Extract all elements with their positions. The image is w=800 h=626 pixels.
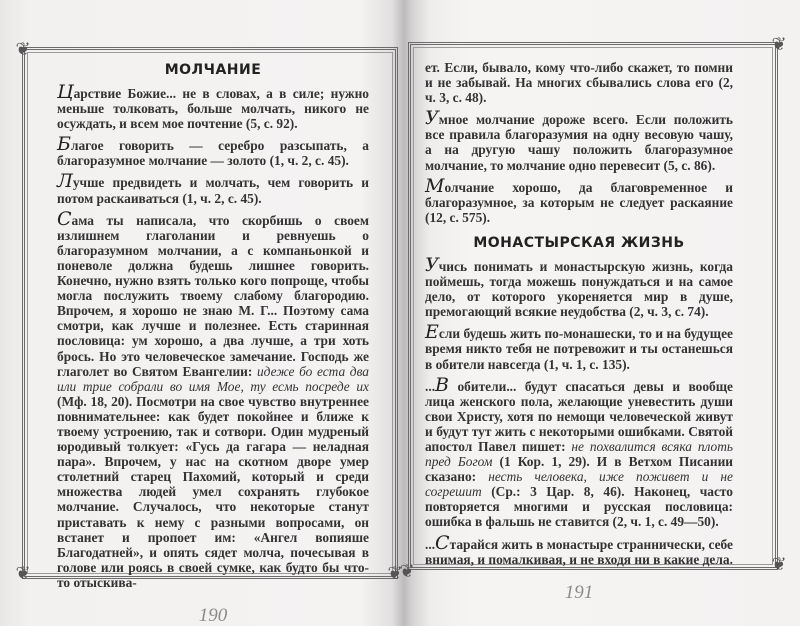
paragraph [57,170,369,206]
corner-ornament-icon: ❦ [399,561,415,581]
text-run: (Ср.: 3 Цар. 8, 46). Наконец, часто повторяется многими и русская пословица: ошибка в фальшь не ставится (2, ч. 1, с. 49—50). [425,484,733,530]
paragraph [425,174,733,225]
page-number: 191 [564,581,594,603]
text-run: ама ты написала, что скорбишь о своем излишнем глаголании и ревнуешь о благоразумном молчании, а с компаньонкой и поневоле должна будешь лишнее говорить. Конечно, нужно взять только кого попроще, чтобы могла послужить твоему слабому благородию. Впрочем, я хорошо не знаю М. Г... Поэтому сама смотри, как лучше и полезнее. Есть старинная пословица: ум хорошо, а два лучше, а три хоть брось. Но это человеческое замечание. Господь же глаголет во Святом Евангелии: [57,212,369,379]
paragraph [425,321,733,372]
drop-cap: В [435,373,450,396]
drop-cap: С [57,207,72,230]
corner-ornament-icon: ❦ [387,563,403,583]
text-run: ... [425,378,436,394]
drop-cap: Ц [57,81,74,103]
drop-cap: Е [425,321,439,344]
text-run: лагое говорить — серебро разсыпать, а благоразумное молчание — золото (1, ч. 2, с. 45). [57,138,369,169]
drop-cap: Л [57,170,73,193]
text-run: ет. Если, бывало, кому что-либо скажет, то помни и не забывай. На многих сбывались слова его (2, ч. 3, с. 48). [425,60,733,106]
drop-cap: У [425,253,439,276]
italic-quote: идеже бо еста два или трие собрали во имя Мое, ту есмь посреде их [57,363,369,394]
text-run: (1 Кор. 1, 29). И в Ветхом Писании сказано: [425,454,733,485]
right-page [425,60,733,603]
text-run: обители... будут спасаться девы и вообще лица женского пола, желающие уневестить души свои Христу, хотя по немощи человеческой живут и будут тут жить с некоторыми ошибками. Святой апостол Павел пишет: [425,378,733,454]
right-page-text [425,60,733,225]
paragraph [425,60,733,105]
section-title: МОНАСТЫРСКАЯ ЖИЗНЬ [473,234,685,251]
text-run: (Мф. 18, 20). Посмотри на свое чувство внутреннее повнимательнее: как будет покойнее и ближе к твоему устроению, так и сотвори. Один мудреный юродивый толкует: «Гусь да гагара — неладная пара». Впрочем, у нас на скотном дворе умер столетний старец Пахомий, который и среди множества людей умел сохранять глубокое молчание. Случалось, что некоторые станут приставать к нему с разными вопросами, он встанет и пропоет им: «Ангел вопияше Благодатней», и опять сядет молча, почесывая в голове или роясь в своей сумке, как будто бы что-то отыскива- [57,393,369,590]
text-run: сли будешь жить по-монашески, то и на будущее время никто тебя не потревожит и ты останешься в обители навсегда (1, ч. 1, с. 135). [425,326,733,372]
corner-ornament-icon: ❦ [15,39,31,59]
paragraph [425,531,733,567]
drop-cap: М [425,174,445,197]
paragraph [425,373,733,530]
left-page [57,62,369,626]
left-page-text [57,81,369,590]
page-number: 190 [198,605,228,626]
drop-cap: С [435,531,450,554]
text-run: тарайся жить в монастыре страннически, себе внимая, и помалкивая, и не входя ни в какие дела. [425,536,733,567]
drop-cap: У [425,107,439,130]
paragraph [57,207,369,590]
drop-cap: Б [57,133,71,156]
paragraph [57,81,369,132]
italic-quote: не похвалится всяка плоть пред Богом [425,438,733,470]
right-page-text [425,253,733,567]
corner-ornament-icon: ❦ [771,554,787,574]
paragraph [57,133,369,169]
paragraph [425,253,733,320]
text-run: учше предвидеть и молчать, чем говорить и потом раскаиваться (1, ч. 2, с. 45). [57,175,369,206]
italic-quote: несть человека, иже поживет и не согрешит [425,469,733,500]
corner-ornament-icon: ❦ [15,563,31,583]
paragraph [425,107,733,173]
text-run: арствие Божие... не в словах, а в силе; нужно меньше толковать, больше молчать, никого не осуждать, и всем мое почтение (5, с. 92). [57,86,369,132]
text-run: мное молчание дороже всего. Если положить все правила благоразумия на одну весовую чашу, а на другую чашу положить благоразумное молчание, то молчание одно перевесит (5, с. 86). [425,112,733,173]
section-title: МОЛЧАНИЕ [164,62,262,78]
text-run: ... [425,536,436,552]
corner-ornament-icon: ❦ [771,34,787,54]
text-run: олчание хорошо, да благовременное и благоразумное, за которым не следует раскаяние (12, с. 575). [425,179,733,225]
text-run: чись понимать и монастырскую жизнь, когда поймешь, тогда можешь понуждаться и на самое дело, от которого укореняется мир в душе, премогающий всякие неудобства (2, ч. 3, с. 74). [425,258,733,320]
